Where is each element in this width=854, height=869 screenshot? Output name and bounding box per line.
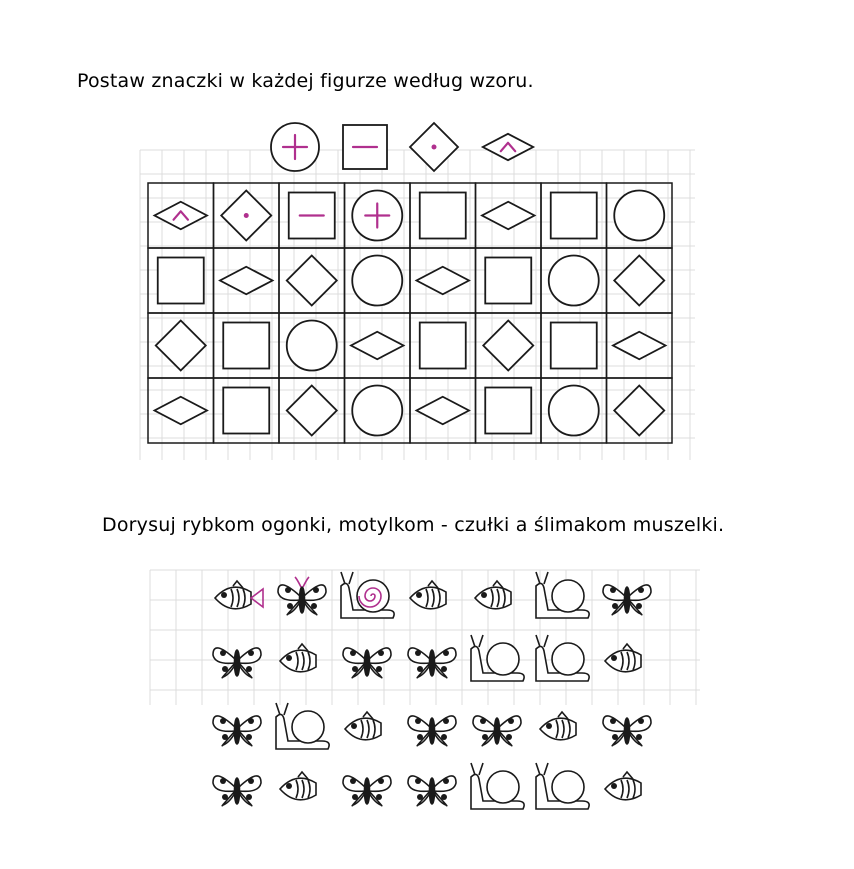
fish-tail bbox=[251, 589, 263, 607]
snail-shell-outline bbox=[552, 580, 584, 612]
grid-cell bbox=[476, 378, 542, 443]
fish bbox=[540, 712, 576, 740]
snail-feeler bbox=[479, 763, 483, 775]
butterfly-spot bbox=[636, 603, 642, 609]
snail-feeler bbox=[471, 763, 475, 775]
legend-item bbox=[271, 123, 319, 171]
circle-shape bbox=[352, 386, 402, 436]
fish-eye bbox=[221, 592, 227, 598]
grid-cell bbox=[345, 248, 411, 313]
snail bbox=[341, 572, 394, 618]
butterfly-body bbox=[430, 778, 435, 804]
flat-diamond-shape bbox=[483, 134, 533, 160]
snail bbox=[471, 763, 524, 809]
fish bbox=[410, 581, 446, 609]
butterfly-spot bbox=[638, 718, 644, 724]
grid-cell bbox=[279, 248, 345, 313]
snail bbox=[536, 763, 589, 809]
butterfly-body bbox=[235, 718, 240, 744]
butterfly-body bbox=[300, 587, 305, 613]
butterfly-body bbox=[625, 718, 630, 744]
task1-instruction: Postaw znaczki w każdej figurze według wzoru. bbox=[77, 70, 534, 92]
butterfly-spot bbox=[222, 666, 228, 672]
butterfly-spot bbox=[612, 734, 618, 740]
square-shape bbox=[485, 388, 531, 434]
butterfly bbox=[408, 776, 456, 806]
butterfly-spot bbox=[311, 603, 317, 609]
shape-grid bbox=[148, 183, 672, 443]
snail-shell-outline bbox=[552, 643, 584, 675]
butterfly-spot bbox=[610, 587, 616, 593]
butterfly-spot bbox=[441, 734, 447, 740]
butterfly-spot bbox=[610, 718, 616, 724]
butterfly-spot bbox=[417, 794, 423, 800]
fish-eye bbox=[286, 655, 292, 661]
snail-feeler bbox=[479, 635, 483, 647]
grid-cell bbox=[279, 378, 345, 443]
butterfly-spot bbox=[246, 734, 252, 740]
fish bbox=[345, 712, 381, 740]
snail-shell-outline bbox=[292, 711, 324, 743]
flat-diamond-shape bbox=[417, 267, 470, 295]
butterfly bbox=[408, 716, 456, 746]
grid-cell bbox=[410, 183, 476, 248]
butterfly-spot bbox=[248, 718, 254, 724]
flat-diamond-shape bbox=[417, 397, 470, 425]
snail-shell-outline bbox=[487, 643, 519, 675]
butterfly-antenna bbox=[295, 577, 301, 587]
butterfly-spot bbox=[246, 794, 252, 800]
snail-feeler bbox=[544, 572, 548, 584]
fish bbox=[475, 581, 511, 609]
butterfly-spot bbox=[441, 794, 447, 800]
butterfly-spot bbox=[443, 650, 449, 656]
butterfly-spot bbox=[415, 778, 421, 784]
diamond-shape bbox=[614, 386, 664, 436]
butterfly-spot bbox=[220, 778, 226, 784]
snail bbox=[536, 572, 589, 618]
snail-feeler bbox=[276, 703, 280, 715]
butterfly-spot bbox=[246, 666, 252, 672]
square-shape bbox=[420, 193, 466, 239]
butterfly-spot bbox=[443, 778, 449, 784]
butterfly-spot bbox=[636, 734, 642, 740]
fish bbox=[215, 581, 263, 609]
dot-mark bbox=[432, 145, 437, 150]
grid-cell bbox=[148, 248, 214, 313]
snail-feeler bbox=[284, 703, 288, 715]
butterfly-spot bbox=[441, 666, 447, 672]
butterfly-spot bbox=[506, 734, 512, 740]
legend-pattern bbox=[271, 123, 533, 171]
square-shape bbox=[223, 323, 269, 369]
butterfly-spot bbox=[352, 794, 358, 800]
grid-cell bbox=[410, 378, 476, 443]
butterfly bbox=[603, 716, 651, 746]
square-shape bbox=[551, 323, 597, 369]
flat-diamond-shape bbox=[613, 332, 666, 360]
butterfly-body bbox=[430, 718, 435, 744]
grid-cell bbox=[345, 378, 411, 443]
flat-diamond-shape bbox=[351, 332, 404, 360]
fish-eye bbox=[351, 723, 357, 729]
grid-cell bbox=[214, 313, 280, 378]
task2-instruction: Dorysuj rybkom ogonki, motylkom - czułki a ślimakom muszelki. bbox=[102, 514, 725, 536]
butterfly-body bbox=[495, 718, 500, 744]
butterfly-spot bbox=[612, 603, 618, 609]
grid-cell bbox=[607, 183, 673, 248]
grid-cell bbox=[148, 313, 214, 378]
butterfly-spot bbox=[376, 794, 382, 800]
grid-cell bbox=[607, 378, 673, 443]
butterfly-spot bbox=[415, 718, 421, 724]
diamond-shape bbox=[156, 321, 206, 371]
butterfly bbox=[473, 716, 521, 746]
grid-cell bbox=[214, 248, 280, 313]
legend-item bbox=[410, 123, 458, 171]
butterfly bbox=[278, 577, 326, 615]
snail-feeler bbox=[544, 635, 548, 647]
square-shape bbox=[223, 388, 269, 434]
fish-eye bbox=[611, 783, 617, 789]
butterfly-spot bbox=[443, 718, 449, 724]
butterfly-spot bbox=[248, 778, 254, 784]
butterfly-spot bbox=[285, 587, 291, 593]
grid-cell bbox=[541, 183, 607, 248]
grid-cell bbox=[476, 313, 542, 378]
fish bbox=[605, 772, 641, 800]
grid-cell bbox=[476, 183, 542, 248]
fish-eye bbox=[286, 783, 292, 789]
snail-feeler bbox=[536, 635, 540, 647]
snail-feeler bbox=[341, 572, 345, 584]
snail bbox=[536, 635, 589, 681]
circle-shape bbox=[549, 256, 599, 306]
fish bbox=[280, 644, 316, 672]
grid-cell bbox=[607, 248, 673, 313]
snail bbox=[471, 635, 524, 681]
butterfly-spot bbox=[417, 666, 423, 672]
square-shape bbox=[551, 193, 597, 239]
snail-feeler bbox=[536, 763, 540, 775]
circle-shape bbox=[352, 256, 402, 306]
diamond-shape bbox=[614, 256, 664, 306]
grid-cell bbox=[541, 248, 607, 313]
grid-cell bbox=[541, 378, 607, 443]
fish bbox=[605, 644, 641, 672]
snail-shell-outline bbox=[487, 771, 519, 803]
butterfly-spot bbox=[415, 650, 421, 656]
grid-cell bbox=[607, 313, 673, 378]
butterfly-body bbox=[235, 778, 240, 804]
fish-eye bbox=[546, 723, 552, 729]
butterfly-spot bbox=[220, 718, 226, 724]
butterfly-spot bbox=[220, 650, 226, 656]
legend-item bbox=[343, 125, 387, 169]
square-shape bbox=[485, 258, 531, 304]
legend-item bbox=[483, 134, 533, 160]
square-shape bbox=[420, 323, 466, 369]
butterfly bbox=[408, 648, 456, 678]
butterfly-body bbox=[365, 650, 370, 676]
butterfly-body bbox=[625, 587, 630, 613]
grid-cell bbox=[476, 248, 542, 313]
butterfly-spot bbox=[222, 734, 228, 740]
butterfly-spot bbox=[480, 718, 486, 724]
butterfly-spot bbox=[378, 778, 384, 784]
flat-diamond-shape bbox=[482, 202, 535, 230]
grid-cell bbox=[345, 313, 411, 378]
snail-feeler bbox=[536, 572, 540, 584]
grid-cell bbox=[541, 313, 607, 378]
diamond-shape bbox=[483, 321, 533, 371]
fish-eye bbox=[416, 592, 422, 598]
snail-feeler bbox=[471, 635, 475, 647]
fish-eye bbox=[611, 655, 617, 661]
butterfly bbox=[343, 776, 391, 806]
butterfly-spot bbox=[287, 603, 293, 609]
snail-shell-outline bbox=[552, 771, 584, 803]
grid-cell bbox=[410, 313, 476, 378]
butterfly-spot bbox=[482, 734, 488, 740]
snail-feeler bbox=[349, 572, 353, 584]
fish-eye bbox=[481, 592, 487, 598]
butterfly-body bbox=[235, 650, 240, 676]
butterfly-spot bbox=[313, 587, 319, 593]
square-shape bbox=[158, 258, 204, 304]
butterfly-spot bbox=[352, 666, 358, 672]
dot-mark bbox=[244, 213, 249, 218]
grid-cell bbox=[214, 378, 280, 443]
grid-cell bbox=[148, 183, 214, 248]
butterfly-spot bbox=[350, 650, 356, 656]
butterfly-spot bbox=[417, 734, 423, 740]
butterfly-spot bbox=[508, 718, 514, 724]
snail-feeler bbox=[544, 763, 548, 775]
snail bbox=[276, 703, 329, 749]
butterfly-spot bbox=[222, 794, 228, 800]
circle-shape bbox=[549, 386, 599, 436]
butterfly-spot bbox=[378, 650, 384, 656]
circle-shape bbox=[287, 321, 337, 371]
butterfly-spot bbox=[376, 666, 382, 672]
grid-cell bbox=[279, 313, 345, 378]
grid-cell bbox=[148, 378, 214, 443]
butterfly bbox=[213, 716, 261, 746]
butterfly bbox=[213, 776, 261, 806]
fish bbox=[280, 772, 316, 800]
butterfly-spot bbox=[248, 650, 254, 656]
butterfly-body bbox=[365, 778, 370, 804]
grid-cell bbox=[410, 248, 476, 313]
butterfly-body bbox=[430, 650, 435, 676]
butterfly-spot bbox=[638, 587, 644, 593]
butterfly-spot bbox=[350, 778, 356, 784]
circle-shape bbox=[614, 191, 664, 241]
